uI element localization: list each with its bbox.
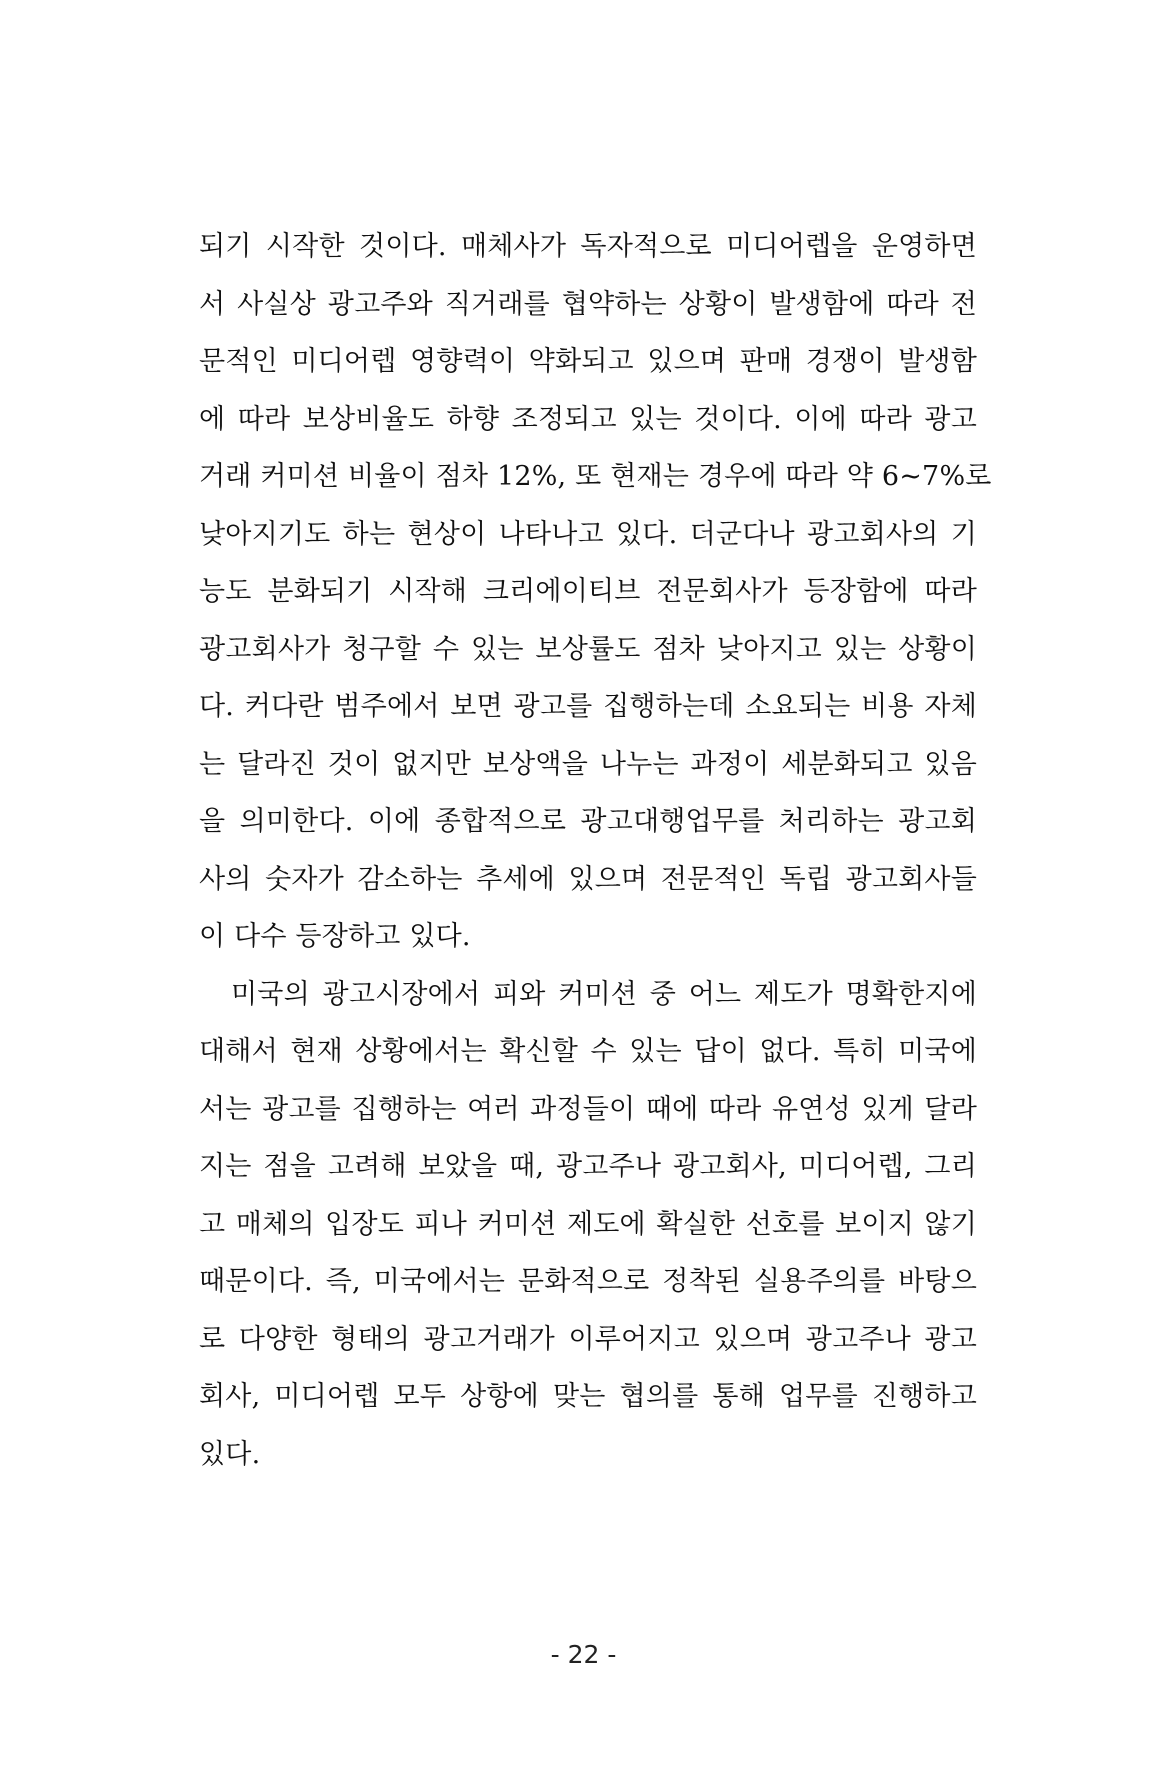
body-text [199,218,992,1483]
text-line: 거래 커미션 비율이 점차 12%, 또 현재는 경우에 따라 약 6~7%로 [199,461,992,492]
text-line: 낮아지기도 하는 현상이 나타나고 있다. 더군다나 광고회사의 기 [199,518,977,550]
text-line: 능도 분화되기 시작해 크리에이티브 전문회사가 등장함에 따라 [199,576,977,607]
text-line: 때문이다. 즉, 미국에서는 문화적으로 정착된 실용주의를 바탕으 [199,1266,977,1297]
text-line: 대해서 현재 상황에서는 확신할 수 있는 답이 없다. 특히 미국에 [199,1036,977,1067]
text-line: 회사, 미디어렙 모두 상항에 맞는 협의를 통해 업무를 진행하고 [199,1381,977,1412]
text-line: 다. 커다란 범주에서 보면 광고를 집행하는데 소요되는 비용 자체 [199,691,977,722]
page-number: - 22 - [550,1640,617,1669]
text-line: 에 따라 보상비율도 하향 조정되고 있는 것이다. 이에 따라 광고 [199,403,977,435]
text-line: 광고회사가 청구할 수 있는 보상률도 점차 낮아지고 있는 상황이 [199,633,977,665]
text-line: 이 다수 등장하고 있다. [199,921,471,952]
text-line: 사의 숫자가 감소하는 추세에 있으며 전문적인 독립 광고회사들 [199,863,977,895]
text-line: 는 달라진 것이 없지만 보상액을 나누는 과정이 세분화되고 있음 [199,748,977,780]
text-line: 지는 점을 고려해 보았을 때, 광고주나 광고회사, 미디어렙, 그리 [199,1151,977,1182]
text-line: 로 다양한 형태의 광고거래가 이루어지고 있으며 광고주나 광고 [199,1323,977,1355]
paragraph-2 [199,966,977,1484]
text-line: 미국의 광고시장에서 피와 커미션 중 어느 제도가 명확한지에 [231,978,977,1010]
text-line: 서 사실상 광고주와 직거래를 협약하는 상황이 발생함에 따라 전 [199,288,977,320]
paragraph-1 [199,218,992,966]
text-line: 서는 광고를 집행하는 여러 과정들이 때에 따라 유연성 있게 달라 [199,1093,977,1125]
text-line: 있다. [199,1438,261,1470]
text-line: 을 의미한다. 이에 종합적으로 광고대행업무를 처리하는 광고회 [199,806,977,837]
text-line: 고 매체의 입장도 피나 커미션 제도에 확실한 선호를 보이지 않기 [199,1208,977,1240]
text-line: 되기 시작한 것이다. 매체사가 독자적으로 미디어렙을 운영하면 [199,231,977,262]
text-line: 문적인 미디어렙 영향력이 약화되고 있으며 판매 경쟁이 발생함 [199,346,977,377]
